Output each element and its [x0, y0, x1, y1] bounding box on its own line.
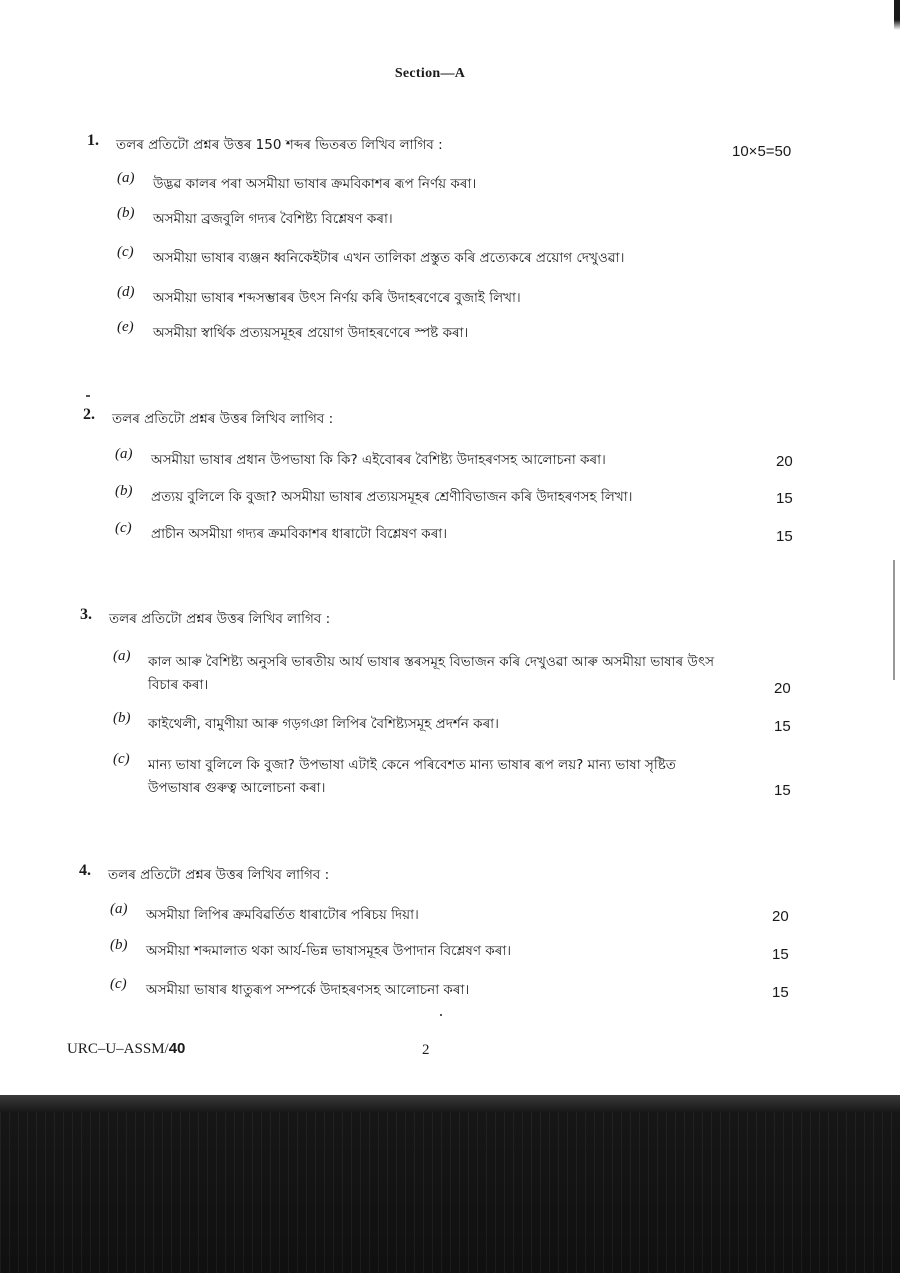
part-label: (b) — [113, 710, 131, 726]
part-marks: 15 — [772, 984, 789, 1001]
part-text: অসমীয়া লিপিৰ ক্ৰমবিৱৰ্তিত ধাৰাটোৰ পৰিচয় দিয়া। — [146, 907, 419, 923]
paper-code — [67, 1040, 185, 1058]
part-label: (a) — [115, 446, 133, 462]
part-marks: 15 — [774, 782, 791, 799]
part-label: (c) — [115, 520, 132, 536]
part-marks: 20 — [774, 680, 791, 697]
part-label: (c) — [110, 976, 127, 992]
part-marks: 15 — [776, 528, 793, 545]
question-instruction: তলৰ প্ৰতিটো প্ৰশ্নৰ উত্তৰ লিখিব লাগিব : — [112, 411, 334, 427]
part-text: অসমীয়া ভাষাৰ প্ৰধান উপভাষা কি কি? এইবোৰৰ বৈশিষ্ট্য উদাহৰণসহ আলোচনা কৰা। — [151, 452, 606, 468]
part-text: কাল আৰু বৈশিষ্ট্য অনুসৰি ভাৰতীয় আৰ্য ভাষাৰ স্তৰসমূহ বিভাজন কৰি দেখুওৱা আৰু অসমীয়া ভাষাৰ উৎস — [148, 654, 715, 670]
paper-code-number: 40 — [168, 1040, 186, 1057]
part-text: কাইথেলী, বামুণীয়া আৰু গড়গঞা লিপিৰ বৈশিষ্ট্যসমূহ প্ৰদৰ্শন কৰা। — [148, 716, 499, 732]
part-marks: 15 — [772, 946, 789, 963]
part-marks: 20 — [776, 453, 793, 470]
paper-code-prefix: URC–U–ASSM/ — [67, 1041, 169, 1057]
part-label: (b) — [110, 937, 128, 953]
part-text: প্ৰত্যয় বুলিলে কি বুজা? অসমীয়া ভাষাৰ প্ৰত্যয়সমূহৰ শ্ৰেণীবিভাজন কৰি উদাহৰণসহ লিখা। — [151, 489, 633, 505]
part-label: (c) — [117, 244, 134, 260]
part-text: মান্য ভাষা বুলিলে কি বুজা? উপভাষা এটাই কেনে পৰিবেশত মান্য ভাষাৰ ৰূপ লয়? মান্য ভাষা সৃষ্টিত — [148, 757, 676, 773]
question-marks: 10×5=50 — [732, 143, 792, 160]
part-text: অসমীয়া ভাষাৰ ধাতুৰূপ সম্পৰ্কে উদাহৰণসহ আলোচনা কৰা। — [146, 982, 470, 998]
part-label: (b) — [117, 205, 135, 221]
part-text: অসমীয়া ভাষাৰ শব্দসম্ভাৰৰ উৎস নিৰ্ণয় কৰি উদাহৰণেৰে বুজাই লিখা। — [153, 290, 521, 306]
scan-speck — [86, 395, 90, 397]
part-text: উদ্ভৱ কালৰ পৰা অসমীয়া ভাষাৰ ক্ৰমবিকাশৰ ৰূপ নিৰ্ণয় কৰা। — [153, 176, 477, 192]
question-number: 3. — [80, 606, 92, 623]
question-instruction: তলৰ প্ৰতিটো প্ৰশ্নৰ উত্তৰ লিখিব লাগিব : — [108, 867, 330, 883]
part-text: অসমীয়া শব্দমালাত থকা আৰ্য-ভিন্ন ভাষাসমূহৰ উপাদান বিশ্লেষণ কৰা। — [146, 943, 512, 959]
scan-edge-shadow — [894, 0, 900, 1273]
part-text: অসমীয়া ভাষাৰ ব্যঞ্জন ধ্বনিকেইটাৰ এখন তালিকা প্ৰস্তুত কৰি প্ৰত্যেকৰে প্ৰয়োগ দেখুওৱা। — [153, 250, 625, 266]
part-label: (e) — [117, 319, 134, 335]
part-label: (b) — [115, 483, 133, 499]
part-text: অসমীয়া ব্ৰজবুলি গদ্যৰ বৈশিষ্ট্য বিশ্লেষণ কৰা। — [153, 211, 393, 227]
part-text: অসমীয়া স্বাৰ্থিক প্ৰত্যয়সমূহৰ প্ৰয়োগ উদাহৰণেৰে স্পষ্ট কৰা। — [153, 325, 469, 341]
part-text-continued: উপভাষাৰ গুৰুত্ব আলোচনা কৰা। — [148, 780, 326, 796]
part-label: (d) — [117, 284, 135, 300]
question-number: 1. — [87, 132, 99, 149]
section-title: Section—A — [394, 66, 466, 81]
part-label: (a) — [113, 648, 131, 664]
part-label: (a) — [110, 901, 128, 917]
question-instruction: তলৰ প্ৰতিটো প্ৰশ্নৰ উত্তৰ 150 শব্দৰ ভিতৰত লিখিব লাগিব : — [116, 137, 443, 153]
scanner-noise — [0, 1112, 900, 1273]
part-marks: 15 — [774, 718, 791, 735]
page-number: 2 — [422, 1042, 430, 1058]
question-number: 2. — [83, 406, 95, 423]
part-marks: 20 — [772, 908, 789, 925]
part-text: প্ৰাচীন অসমীয়া গদ্যৰ ক্ৰমবিকাশৰ ধাৰাটো বিশ্লেষণ কৰা। — [151, 526, 448, 542]
question-number: 4. — [79, 862, 91, 879]
part-text-continued: বিচাৰ কৰা। — [148, 677, 209, 693]
question-instruction: তলৰ প্ৰতিটো প্ৰশ্নৰ উত্তৰ লিখিব লাগিব : — [109, 611, 331, 627]
part-marks: 15 — [776, 490, 793, 507]
part-label: (c) — [113, 751, 130, 767]
part-label: (a) — [117, 170, 135, 186]
scan-speck — [440, 1014, 442, 1016]
